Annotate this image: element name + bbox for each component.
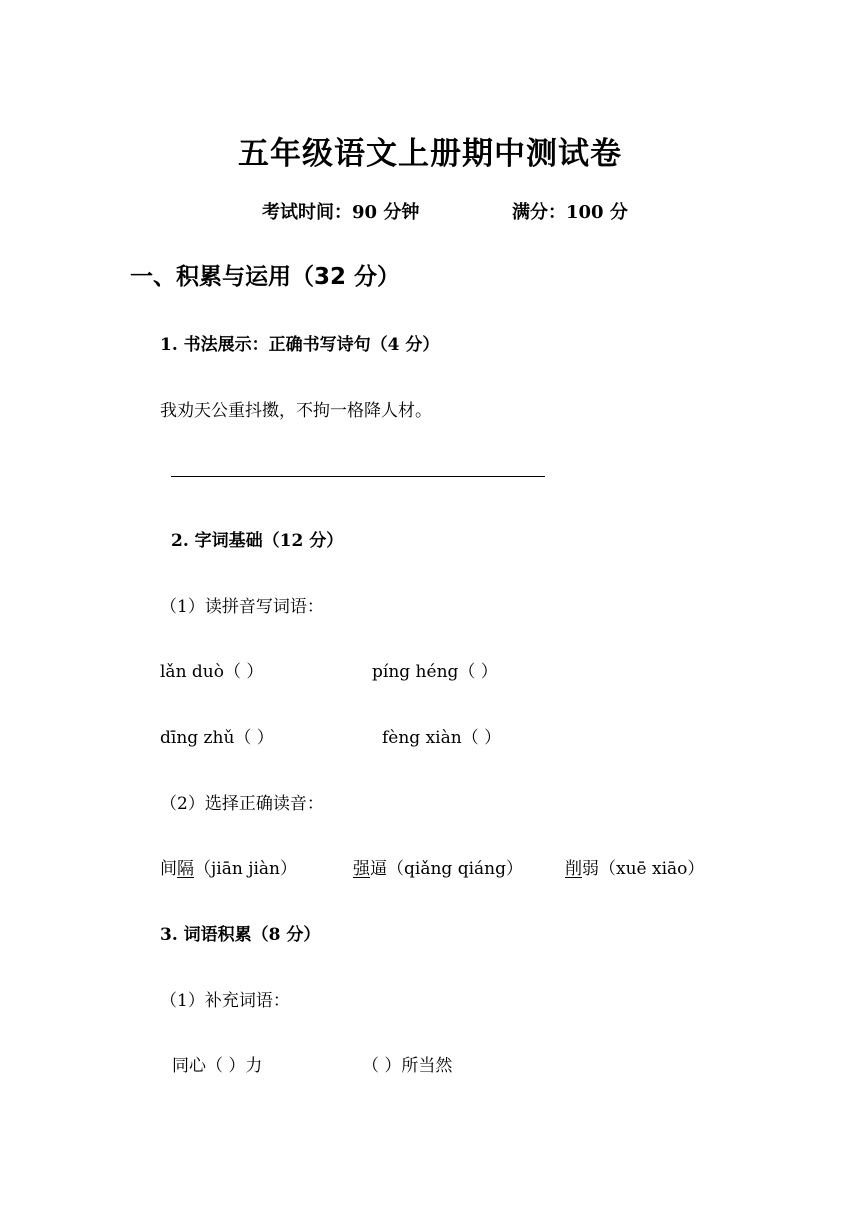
marked-character: 隔 [177, 859, 194, 879]
full-score: 满分：100 分 [512, 202, 628, 223]
reading-options: 逼（qiǎng qiáng） [370, 859, 523, 879]
reading-options: 弱（xuē xiāo） [582, 859, 705, 879]
idiom-item: （ ）所当然 [362, 1056, 453, 1076]
writing-line[interactable] [171, 476, 545, 477]
section-heading: 一、积累与运用（32 分） [130, 264, 401, 290]
pinyin-item: píng héng（ ） [372, 662, 498, 682]
marked-character: 削 [565, 859, 582, 879]
character: 间 [160, 859, 177, 879]
page-title: 五年级语文上册期中测试卷 [238, 136, 622, 172]
pinyin-item: fèng xiàn（ ） [382, 728, 502, 748]
question-3-heading: 3. 词语积累（8 分） [160, 925, 321, 945]
part-2-label: （2）选择正确读音： [160, 794, 324, 814]
idiom-item: 同心（ ）力 [172, 1056, 263, 1076]
reading-choice-item [353, 854, 523, 879]
pinyin-item: lǎn duò（ ） [160, 662, 264, 682]
question-2-heading: 2. 字词基础（12 分） [171, 531, 344, 551]
pinyin-item: dīng zhǔ（ ） [160, 728, 274, 748]
poem-line: 我劝天公重抖擞，不拘一格降人材。 [160, 401, 432, 421]
reading-choice-item [565, 854, 704, 879]
question-1-heading: 1. 书法展示：正确书写诗句（4 分） [160, 335, 440, 355]
marked-character: 强 [353, 859, 370, 879]
part-1-label: （1）补充词语： [160, 991, 290, 1011]
part-1-label: （1）读拼音写词语： [160, 597, 324, 617]
exam-time: 考试时间：90 分钟 [262, 202, 420, 223]
reading-choice-item [160, 854, 297, 879]
reading-options: （jiān jiàn） [194, 859, 297, 879]
